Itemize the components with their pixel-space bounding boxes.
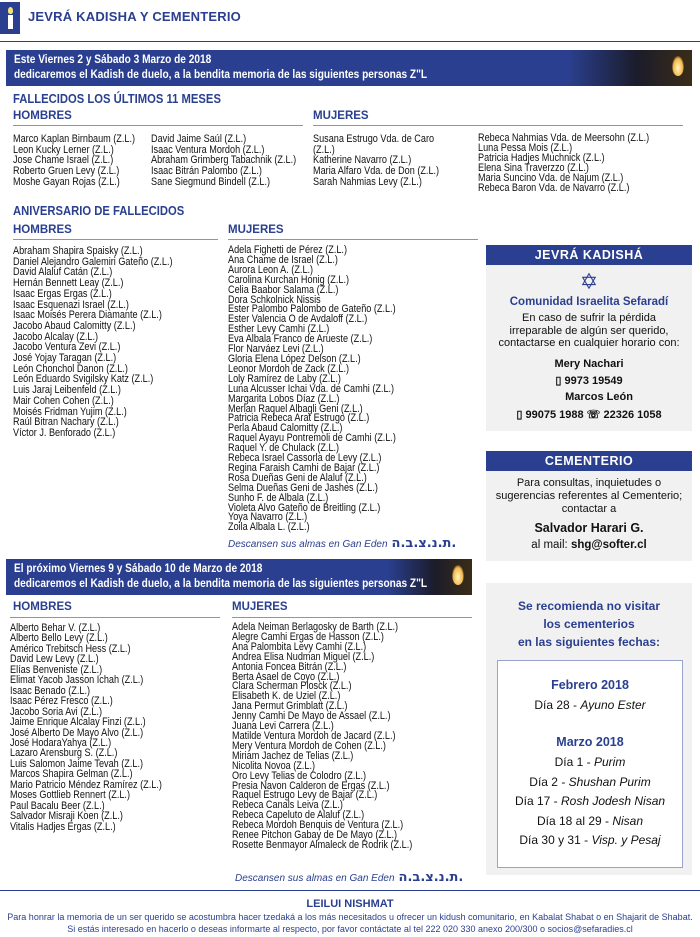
contact-1-name: Mery Nachari xyxy=(554,358,624,370)
name-entry: Jacobo Soria Avi (Z.L.) xyxy=(10,705,102,718)
descansen-line-1 xyxy=(228,536,456,551)
visit-title-line: los cementerios xyxy=(543,617,635,631)
name-entry: Carolina Kurchan Honig (Z.L.) xyxy=(228,273,350,286)
name-entry: Raquel Estrugo Levy de Bajar (Z.L.) xyxy=(232,789,378,802)
visit-title xyxy=(486,597,692,651)
name-entry: Juana Levi Carrera (Z.L.) xyxy=(232,720,334,733)
name-entry: Jose Chame Israel (Z.L.) xyxy=(13,154,114,167)
cementerio-text-line: contactar a xyxy=(561,503,617,515)
name-entry: Salvador Misraji Koen (Z.L.) xyxy=(10,810,123,823)
name-entry: Oro Levy Telias de Colodro (Z.L.) xyxy=(232,769,367,782)
name-entry: Luis Jaraj Leibenfeld (Z.L.) xyxy=(13,384,121,397)
date-event: Nisan xyxy=(612,813,644,828)
footer-title: LEILUI NISHMAT xyxy=(306,898,394,910)
fallecidos-mujeres-label: MUJERES xyxy=(313,110,369,122)
name-entry: Isaac Pérez Fresco (Z.L.) xyxy=(10,695,113,708)
mobile-phone-icon: ▯ xyxy=(555,375,562,387)
divider xyxy=(313,125,683,126)
name-entry: Raúl Bitran Nachary (Z.L.) xyxy=(13,416,119,429)
name-entry: León Eduardo Svigilsky Katz (Z.L.) xyxy=(13,373,154,386)
name-entry: Alegre Camhi Ergas de Hasson (Z.L.) xyxy=(232,630,384,643)
name-entry: Miriam Jachez de Telias (Z.L.) xyxy=(232,749,354,762)
name-entry: Matilde Ventura Mordoh de Jacard (Z.L.) xyxy=(232,729,396,742)
name-entry: Aurora Leon A. (Z.L.) xyxy=(228,263,314,276)
fallecidos-hombres-col-1 xyxy=(13,134,135,188)
name-entry: Maria Suncino Vda. de Najum (Z.L.) xyxy=(478,171,624,184)
jevra-text-line: contactarse en cualquier horario con: xyxy=(498,337,680,349)
name-entry: Violeta Alvo Gateño de Breitling (Z.L.) xyxy=(228,501,381,514)
name-entry: Regina Faraish Camhi de Bajar (Z.L.) xyxy=(228,461,380,474)
cementerio-mail-row xyxy=(486,539,692,551)
date-day: Día 30 y 31 - xyxy=(519,833,592,847)
name-entry: Luna Pessa Mois (Z.L.) xyxy=(478,141,573,154)
cementerio-title: CEMENTERIO xyxy=(486,451,692,471)
cementerio-text xyxy=(486,477,692,516)
name-entry: Maria Alfaro Vda. de Don (Z.L.) xyxy=(313,165,440,178)
mobile-phone-icon: ▯ xyxy=(516,409,523,421)
descansen-text: Descansen sus almas en Gan Eden xyxy=(235,873,395,884)
name-entry: (Z.L.) xyxy=(313,143,335,156)
name-entry: Margarita Lobos Díaz (Z.L.) xyxy=(228,392,340,405)
aniversario-title: ANIVERSARIO DE FALLECIDOS xyxy=(13,204,185,218)
cementerio-text-line: sugerencias referentes al Cementerio; xyxy=(495,490,683,502)
phone-icon: ☏ xyxy=(586,409,601,421)
name-entry: Alberto Bello Levy (Z.L.) xyxy=(10,632,108,645)
jevra-text xyxy=(486,312,692,350)
aniversario-mujeres-label: MUJERES xyxy=(228,224,284,236)
fallecidos-hombres-col-2 xyxy=(151,134,296,188)
footer-line-2: Si estás interesado en hacerlo o deseas informarte al respecto, por favor contáctate al tel 222 020 330 anexo 200/300 o socios@sefaradies.cl xyxy=(67,924,633,934)
candle-logo-icon xyxy=(0,2,20,34)
name-entry: Jana Permut Grimblatt (Z.L.) xyxy=(232,700,348,713)
name-entry: Rebeca Canals Leiva (Z.L.) xyxy=(232,799,343,812)
name-entry: Selma Dueñas Geni de Jashes (Z.L.) xyxy=(228,481,378,494)
candle-flame-icon xyxy=(672,56,684,76)
name-entry: Jacobo Alcalay (Z.L.) xyxy=(13,330,99,343)
fallecidos-title: FALLECIDOS LOS ÚLTIMOS 11 MESES xyxy=(13,92,221,106)
name-entry: Gloria Elena López Delson (Z.L.) xyxy=(228,352,361,365)
divider xyxy=(10,617,220,618)
name-entry: Rebeca Capeluto de Alaluf (Z.L.) xyxy=(232,809,365,822)
visit-title-line: en las siguientes fechas: xyxy=(517,635,661,649)
month-february-items xyxy=(498,697,682,714)
page-title: JEVRÁ KADISHA Y CEMENTERIO xyxy=(28,9,241,24)
star-of-david-icon: ✡ xyxy=(579,269,599,294)
dates-frame xyxy=(497,660,683,868)
name-entry: Jacobo Ventura Zevi (Z.L.) xyxy=(13,341,121,354)
name-entry: David Jaime Saúl (Z.L.) xyxy=(151,133,247,145)
name-entry: Perla Abaud Calomitty (Z.L.) xyxy=(228,422,343,435)
banner-2-line-1: El próximo Viernes 9 y Sábado 10 de Marzo de 2018 xyxy=(14,563,263,575)
name-entry: Rebeca Mordoh Benquis de Ventura (Z.L.) xyxy=(232,819,404,832)
name-entry: Flor Narváez Levi (Z.L.) xyxy=(228,343,324,356)
name-entry: Andrea Elisa Nudman Miguel (Z.L.) xyxy=(232,650,375,663)
date-day: Día 18 al 29 - xyxy=(536,813,613,828)
name-entry: Merlan Raquel Albagli Geni (Z.L.) xyxy=(228,402,363,415)
fallecidos-mujeres-col-2 xyxy=(478,134,649,193)
name-entry: Raquel Y. de Chulack (Z.L.) xyxy=(228,442,340,455)
name-entry: Esther Levy Camhi (Z.L.) xyxy=(228,323,330,336)
fallecidos-mujeres-col-1 xyxy=(313,134,439,188)
tantzeba-hebrew: ת.נ.צ.ב.ה. xyxy=(391,536,457,551)
name-entry: Mair Cohen Cohen (Z.L.) xyxy=(13,394,114,407)
cementerio-contact-name: Salvador Harari G. xyxy=(534,521,644,535)
name-entry: Isaac Esquenazi Israel (Z.L.) xyxy=(13,298,129,311)
aniversario-mujeres-list xyxy=(228,246,396,533)
name-entry: Abraham Grimberg Tabachnik (Z.L.) xyxy=(151,154,297,167)
name-entry: Clara Scherman Plosck (Z.L.) xyxy=(232,680,352,693)
name-entry: Jacobo Abaud Calomitty (Z.L.) xyxy=(13,319,136,332)
name-entry: Rebeca Baron Vda. de Navarro (Z.L.) xyxy=(478,181,630,194)
date-event: Rosh Jodesh Nisan xyxy=(560,794,666,808)
name-entry: Moshe Gayan Rojas (Z.L.) xyxy=(13,175,120,188)
name-entry: Abraham Shapira Spaisky (Z.L.) xyxy=(13,245,143,257)
name-entry: Isaac Bitrán Palombo (Z.L.) xyxy=(151,165,262,178)
kadish-banner-1 xyxy=(6,50,692,86)
name-entry: Mario Patricio Méndez Ramírez (Z.L.) xyxy=(10,778,162,791)
name-entry: Roberto Gruen Levy (Z.L.) xyxy=(13,165,120,178)
name-entry: Marco Kaplan Birnbaum (Z.L.) xyxy=(13,133,136,145)
name-entry: José HodaraYahya (Z.L.) xyxy=(10,736,112,749)
name-entry: Sane Siegmund Bindell (Z.L.) xyxy=(151,175,271,188)
name-entry: Zoila Albala L. (Z.L.) xyxy=(228,521,310,534)
name-entry: Isaac Moisés Perera Diamante (Z.L.) xyxy=(13,309,162,322)
footer-rule xyxy=(0,890,700,891)
name-entry: Ester Valencia O de Avdaloff (Z.L.) xyxy=(228,313,368,326)
name-entry: Américo Trebitsch Hess (Z.L.) xyxy=(10,642,131,655)
name-entry: Rebeca Israel Cassorla de Levy (Z.L.) xyxy=(228,452,382,465)
name-entry: Patricia Hadjes Muchnick (Z.L.) xyxy=(478,151,605,164)
name-entry: Luis Salomon Jaime Tevah (Z.L.) xyxy=(10,757,144,770)
date-entry xyxy=(498,792,682,812)
name-entry: Jenny Camhi De Mayo de Assael (Z.L.) xyxy=(232,710,391,723)
name-entry: Nicolita Novoa (Z.L.) xyxy=(232,759,316,772)
name-entry: Raquel Ayayu Pontremoli de Camhi (Z.L.) xyxy=(228,432,396,445)
date-event: Visp. y Pesaj xyxy=(591,833,661,847)
jevra-kadisha-title: JEVRÁ KADISHÁ xyxy=(486,245,692,265)
date-entry xyxy=(498,831,682,851)
name-entry: Daniel Alejandro Galemiri Gateño (Z.L.) xyxy=(13,255,173,268)
name-entry: José Yojay Taragan (Z.L.) xyxy=(13,352,117,365)
name-entry: Yoya Navarro (Z.L.) xyxy=(228,511,308,524)
descansen-text: Descansen sus almas en Gan Eden xyxy=(228,539,388,550)
name-entry: Loly Ramírez de Laby (Z.L.) xyxy=(228,372,341,385)
name-entry: Ana Palombita Levy Camhi (Z.L.) xyxy=(232,640,367,653)
name-entry: Rosa Dueñas Geni de Alaluf (Z.L.) xyxy=(228,471,367,484)
cementerio-mail-link[interactable]: shg@softer.cl xyxy=(570,539,647,551)
date-day: Día 2 - xyxy=(529,774,569,789)
name-entry: Dora Schkolnick Nissis xyxy=(228,293,321,306)
name-entry: Elimat Yacob Jasson Ichah (Z.L.) xyxy=(10,674,144,687)
name-entry: Alberto Behar V. (Z.L.) xyxy=(10,622,101,634)
name-entry: Celia Baabor Salama (Z.L.) xyxy=(228,283,339,296)
divider xyxy=(13,125,303,126)
divider xyxy=(13,239,218,240)
name-entry: Patricia Rebeca Arat Estrugo (Z.L.) xyxy=(228,412,370,425)
descansen-line-2 xyxy=(235,870,463,885)
name-entry: David Lew Levy (Z.L.) xyxy=(10,653,99,666)
date-day: Día 28 - xyxy=(534,698,581,712)
contact-2-phone-2[interactable]: 22326 1058 xyxy=(603,409,662,421)
header-rule xyxy=(0,41,700,42)
month-february: Febrero 2018 xyxy=(551,678,629,692)
name-entry: Luna Alcusser Ichai Vda. de Camhi (Z.L.) xyxy=(228,382,395,395)
jevra-org-name: Comunidad Israelita Sefaradí xyxy=(509,296,669,308)
name-entry: Jaime Enrique Alcalay Finzi (Z.L.) xyxy=(10,716,146,729)
candle-flame-icon xyxy=(452,565,464,585)
name-entry: Paul Bacalu Beer (Z.L.) xyxy=(10,799,105,812)
divider xyxy=(232,617,472,618)
name-entry: Isaac Ergas Ergas (Z.L.) xyxy=(13,287,112,300)
name-entry: Ester Palombo Palombo de Gateño (Z.L.) xyxy=(228,303,396,316)
date-event: Purim xyxy=(594,755,626,769)
contact-1-phone[interactable]: 9973 19549 xyxy=(564,375,623,387)
name-entry: Eva Albala Franco de Arueste (Z.L.) xyxy=(228,333,373,346)
date-day: Día 17 - xyxy=(514,794,561,808)
name-entry: José Alberto De Mayo Alvo (Z.L.) xyxy=(10,726,144,739)
date-entry xyxy=(498,773,682,793)
month-march: Marzo 2018 xyxy=(556,735,624,749)
name-entry: León Chonchol Danon (Z.L.) xyxy=(13,362,128,375)
jevra-text-line: irreparable de algún ser querido, xyxy=(509,324,669,337)
name-entry: Lazaro Arensburg S. (Z.L.) xyxy=(10,747,118,760)
date-entry xyxy=(498,697,682,714)
jevra-kadisha-box xyxy=(486,245,692,431)
name-entry: Sarah Nahmias Levy (Z.L.) xyxy=(313,175,422,188)
name-entry: Leonor Mordoh de Zack (Z.L.) xyxy=(228,362,350,375)
name-entry: Hernán Bennett Leay (Z.L.) xyxy=(13,277,124,290)
name-entry: Presia Navon Calderon de Ergas (Z.L.) xyxy=(232,779,390,792)
name-entry: Berta Asael de Coyo (Z.L.) xyxy=(232,670,340,683)
banner-2-line-2: dedicaremos el Kadish de duelo, a la bendita memoria de las siguientes personas Z"L xyxy=(14,578,428,590)
name-entry: Isaac Ventura Mordoh (Z.L.) xyxy=(151,143,265,156)
name-entry: Víctor J. Benforado (Z.L.) xyxy=(13,426,116,439)
aniversario-hombres-label: HOMBRES xyxy=(13,224,72,236)
date-event: Ayuno Ester xyxy=(580,698,646,712)
kadish-banner-2 xyxy=(6,559,472,595)
name-entry: Elías Benveniste (Z.L.) xyxy=(10,663,103,676)
mail-label: al mail: xyxy=(531,539,568,551)
name-entry: Isaac Benado (Z.L.) xyxy=(10,684,91,697)
page-header xyxy=(0,0,700,40)
name-entry: Leon Kucky Lerner (Z.L.) xyxy=(13,143,114,156)
contact-2-name: Marcos León xyxy=(565,391,633,403)
name-entry: Antonia Foncea Bitrán (Z.L.) xyxy=(232,660,347,673)
visit-title-line: Se recomienda no visitar xyxy=(517,599,661,613)
name-entry: Moisés Fridman Yujim (Z.L.) xyxy=(13,405,127,418)
tantzeba-hebrew: ת.נ.צ.ב.ה. xyxy=(398,870,464,885)
name-entry: Elisabeth K. de Uziel (Z.L.) xyxy=(232,690,341,703)
name-entry: Marcos Shapira Gelman (Z.L.) xyxy=(10,768,133,781)
name-entry: Renee Pitchon Gabay de De Mayo (Z.L.) xyxy=(232,829,398,842)
name-entry: David Alaluf Catán (Z.L.) xyxy=(13,266,113,279)
contact-2-phone-row xyxy=(486,408,692,421)
month-march-items xyxy=(498,753,682,851)
jevra-text-line: En caso de sufrir la pérdida xyxy=(522,312,656,324)
cementerio-text-line: Para consultas, inquietudes o xyxy=(516,477,662,489)
name-entry: Elena Sina Traverzzo (Z.L.) xyxy=(478,161,589,174)
name-entry: Adela Fighetti de Pérez (Z.L.) xyxy=(228,244,348,256)
name-entry: Adela Neiman Berlagosky de Barth (Z.L.) xyxy=(232,621,399,633)
cementerio-box xyxy=(486,451,692,561)
aniversario-hombres-list xyxy=(13,246,173,439)
name-entry: Katherine Navarro (Z.L.) xyxy=(313,154,412,167)
date-entry xyxy=(498,812,682,832)
aniversario-2-hombres-list xyxy=(10,623,162,832)
name-entry: Ana Chame de Israel (Z.L.) xyxy=(228,253,338,266)
banner-1-line-2: dedicaremos el Kadish de duelo, a la bendita memoria de las siguientes personas Z"L xyxy=(14,69,428,81)
aniversario-2-hombres-label: HOMBRES xyxy=(13,601,72,613)
name-entry: Sunho F. de Albala (Z.L.) xyxy=(228,491,329,504)
name-entry: Mery Ventura Mordoh de Cohen (Z.L.) xyxy=(232,739,386,752)
aniversario-2-mujeres-label: MUJERES xyxy=(232,601,288,613)
banner-1-line-1: Este Viernes 2 y Sábado 3 Marzo de 2018 xyxy=(14,54,212,66)
footer-line-1: Para honrar la memoria de un ser querido se acostumbra hacer tzedaká a los más necesitados u ofrecer un kidush comunitario, en Kabalat Shabat o en Shajarit de Shabat. xyxy=(7,912,693,922)
name-entry: Rosette Benmayor Almaleck de Rodrik (Z.L.) xyxy=(232,838,413,851)
contact-1-phone-row xyxy=(486,374,692,387)
aniversario-2-mujeres-list xyxy=(232,623,412,851)
date-day: Día 1 - xyxy=(554,755,594,769)
name-entry: Moses Gottlieb Rennert (Z.L.) xyxy=(10,789,131,802)
name-entry: Susana Estrugo Vda. de Caro xyxy=(313,133,435,145)
date-entry xyxy=(498,753,682,773)
name-entry: Vitalis Hadjes Ergas (Z.L.) xyxy=(10,820,116,833)
name-entry: Rebeca Nahmias Vda. de Meersohn (Z.L.) xyxy=(478,132,650,144)
date-event: Shushan Purim xyxy=(568,774,651,789)
divider xyxy=(228,239,478,240)
fallecidos-hombres-label: HOMBRES xyxy=(13,110,72,122)
contact-2-phone[interactable]: 99075 1988 xyxy=(525,409,584,421)
